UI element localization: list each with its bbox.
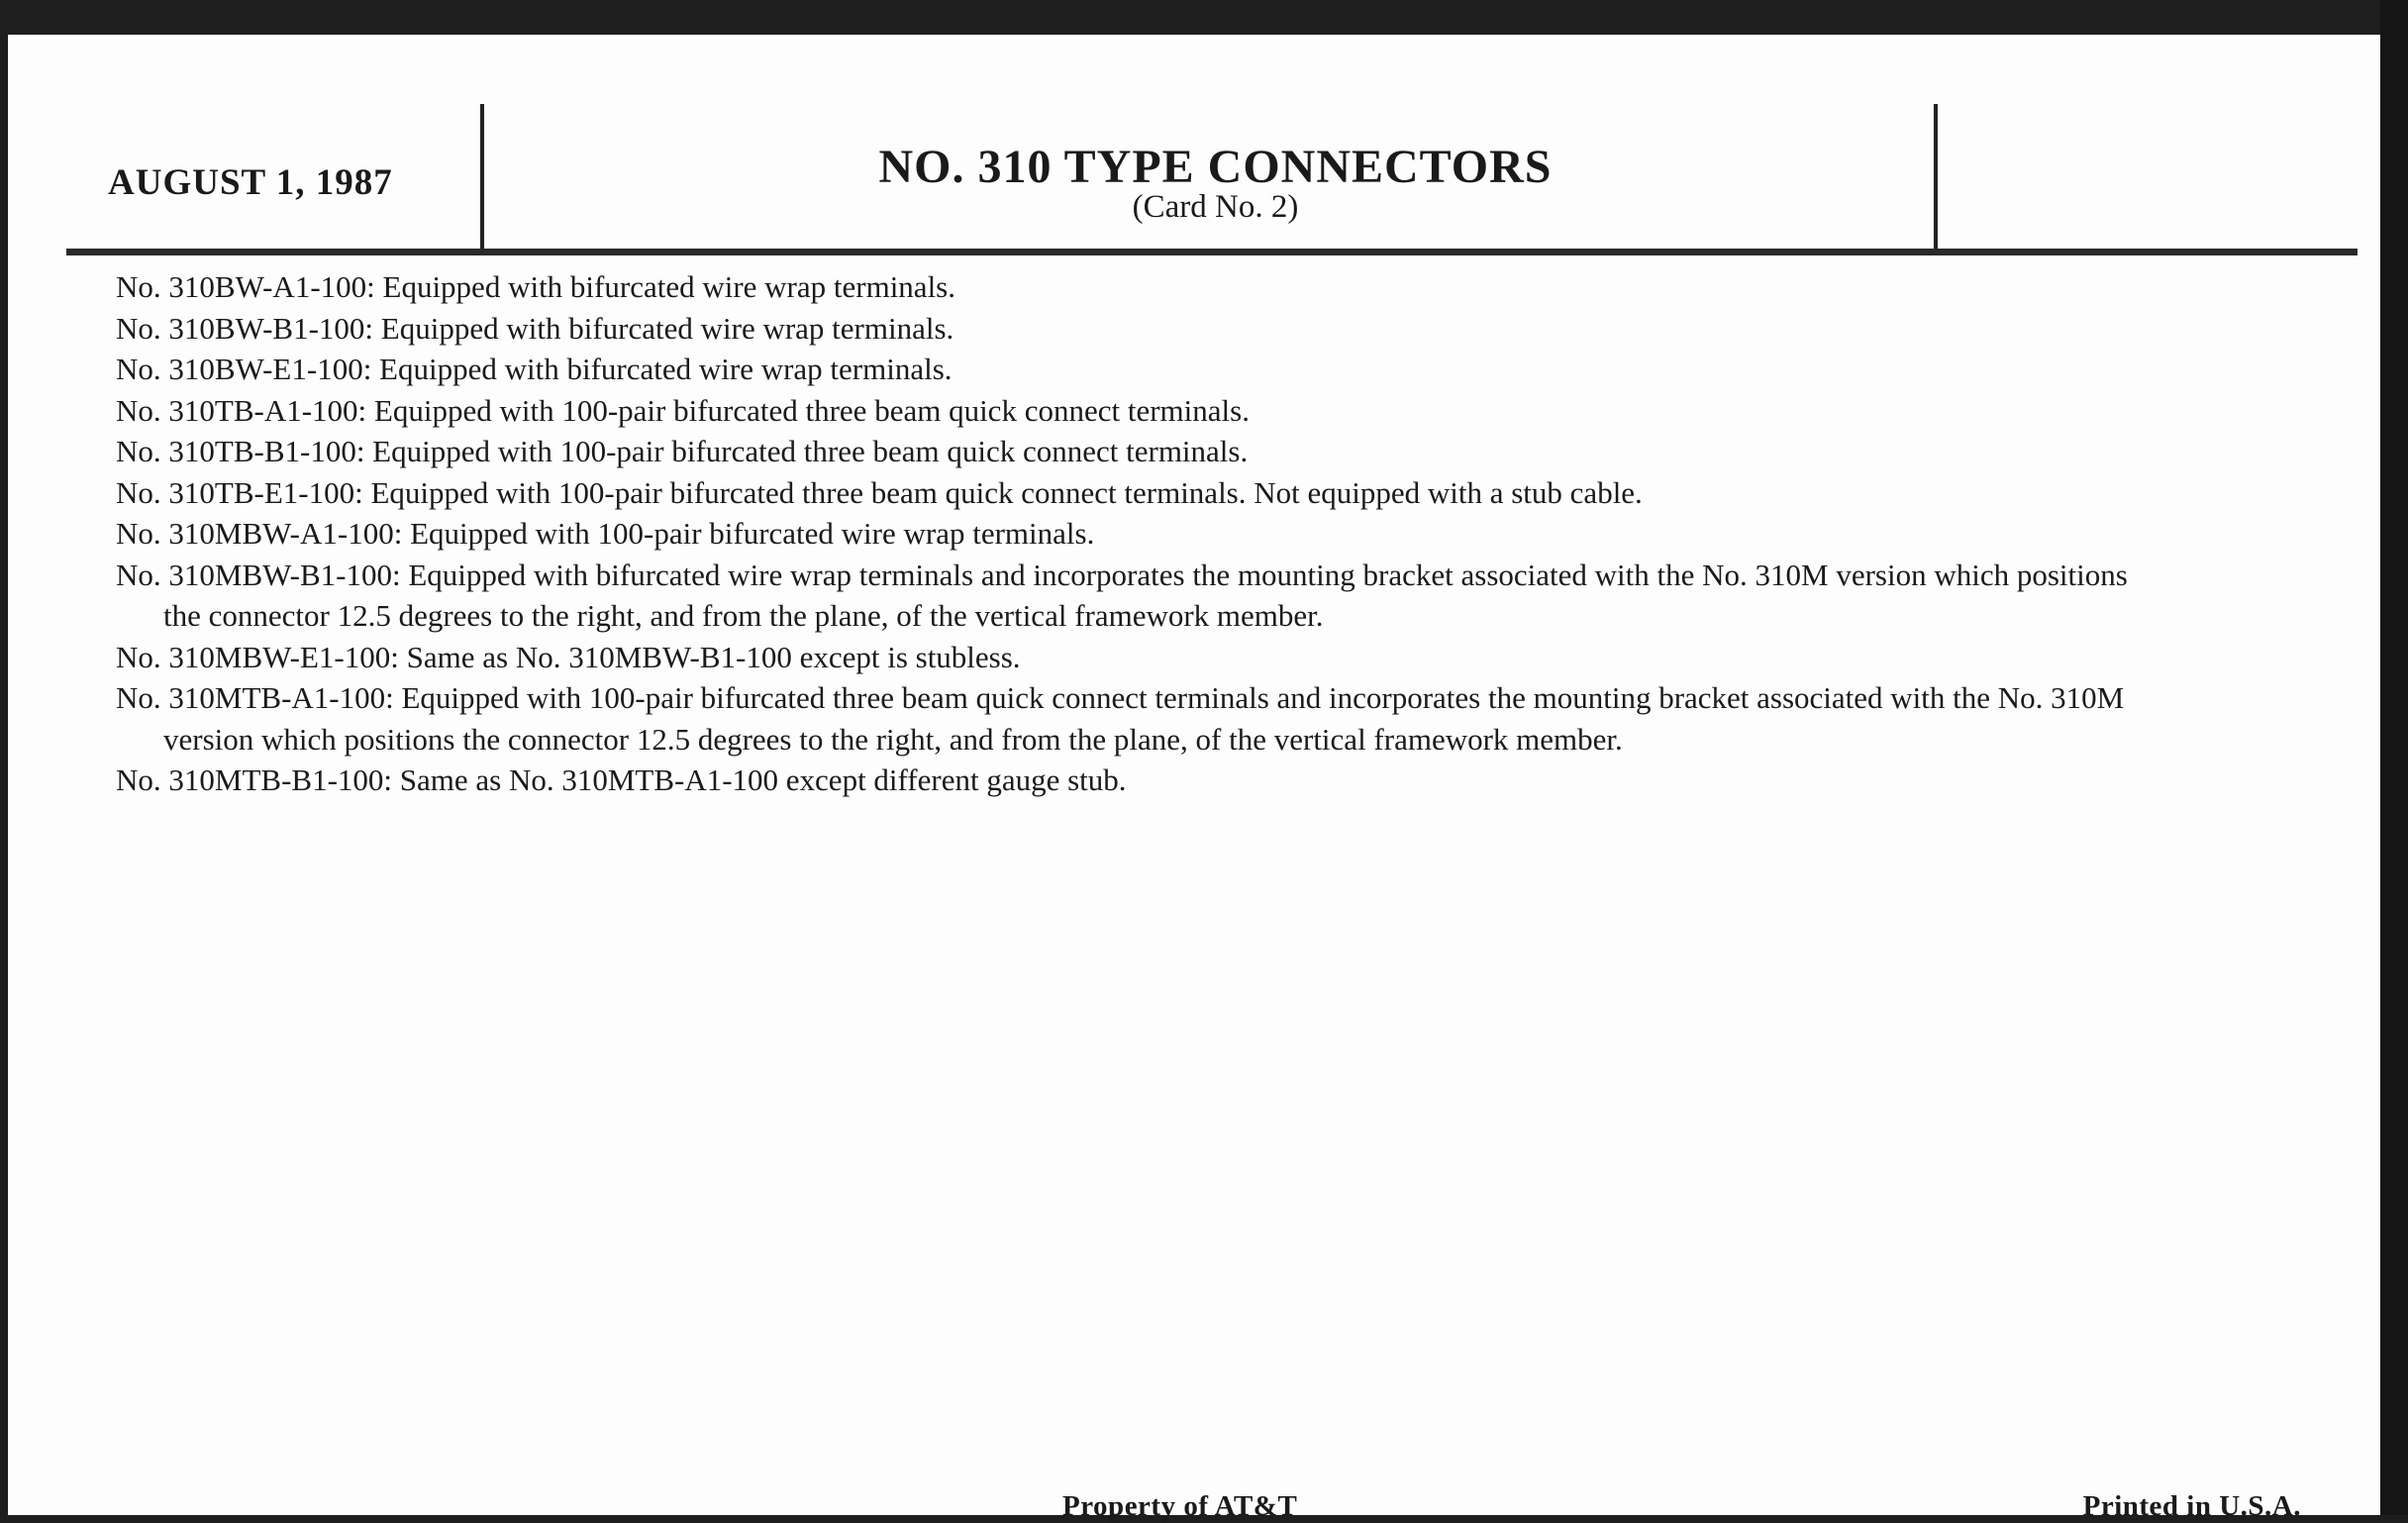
document-card bbox=[8, 35, 2380, 1522]
entry-text: No. 310BW-A1-100: Equipped with bifurcated wire wrap terminals. bbox=[116, 269, 955, 304]
document-date: AUGUST 1, 1987 bbox=[108, 162, 393, 203]
header-rule bbox=[66, 249, 2358, 255]
card-number: (Card No. 2) bbox=[1132, 189, 1299, 225]
entry-text: No. 310MBW-E1-100: Same as No. 310MBW-B1-100 except is stubless. bbox=[116, 639, 1021, 674]
entry-text: No. 310MBW-B1-100: Equipped with bifurcated wire wrap terminals and incorporates the mounting bracket associated with the No. 310M version which positions bbox=[116, 557, 2128, 592]
entry-text: No. 310TB-B1-100: Equipped with 100-pair bifurcated three beam quick connect terminals. bbox=[116, 434, 1249, 468]
property-notice: Property of AT&T bbox=[1062, 1490, 1298, 1522]
entry-text: No. 310MBW-A1-100: Equipped with 100-pair bifurcated wire wrap terminals. bbox=[116, 516, 1095, 551]
printed-notice: Printed in U.S.A. bbox=[2082, 1490, 2301, 1522]
list-item bbox=[116, 431, 2128, 472]
entry-text: No. 310TB-A1-100: Equipped with 100-pair bifurcated three beam quick connect terminals. bbox=[116, 392, 1250, 428]
list-item bbox=[116, 308, 2128, 350]
entry-list bbox=[116, 266, 2128, 801]
entry-text: No. 310TB-E1-100: Equipped with 100-pair bifurcated three beam quick connect terminals. Not equipped with a stub cable. bbox=[116, 474, 1643, 510]
entry-text: No. 310MTB-B1-100: Same as No. 310MTB-A1-100 except different gauge stub. bbox=[116, 762, 1127, 797]
entry-text: No. 310BW-E1-100: Equipped with bifurcated wire wrap terminals. bbox=[116, 352, 953, 386]
list-item bbox=[116, 637, 2128, 678]
list-item bbox=[116, 472, 2128, 514]
entry-text: No. 310BW-B1-100: Equipped with bifurcated wire wrap terminals. bbox=[116, 310, 954, 346]
list-item bbox=[116, 349, 2128, 390]
list-item bbox=[116, 390, 2128, 432]
list-item bbox=[116, 760, 2128, 801]
header-divider-left bbox=[480, 104, 484, 253]
list-item bbox=[116, 555, 2128, 637]
entry-continuation: the connector 12.5 degrees to the right, and from the plane, of the vertical framework member. bbox=[163, 598, 1324, 633]
list-item bbox=[116, 266, 2128, 308]
entry-continuation: version which positions the connector 12.5 degrees to the right, and from the plane, of the vertical framework member. bbox=[163, 721, 1623, 757]
entry-text: No. 310MTB-A1-100: Equipped with 100-pair bifurcated three beam quick connect terminals and incorporates the mounting bracket associated with the No. 310M bbox=[116, 680, 2125, 715]
list-item bbox=[116, 513, 2128, 555]
list-item bbox=[116, 677, 2128, 760]
document-title: NO. 310 TYPE CONNECTORS bbox=[878, 141, 1553, 193]
scan-edge bbox=[2380, 0, 2408, 1515]
